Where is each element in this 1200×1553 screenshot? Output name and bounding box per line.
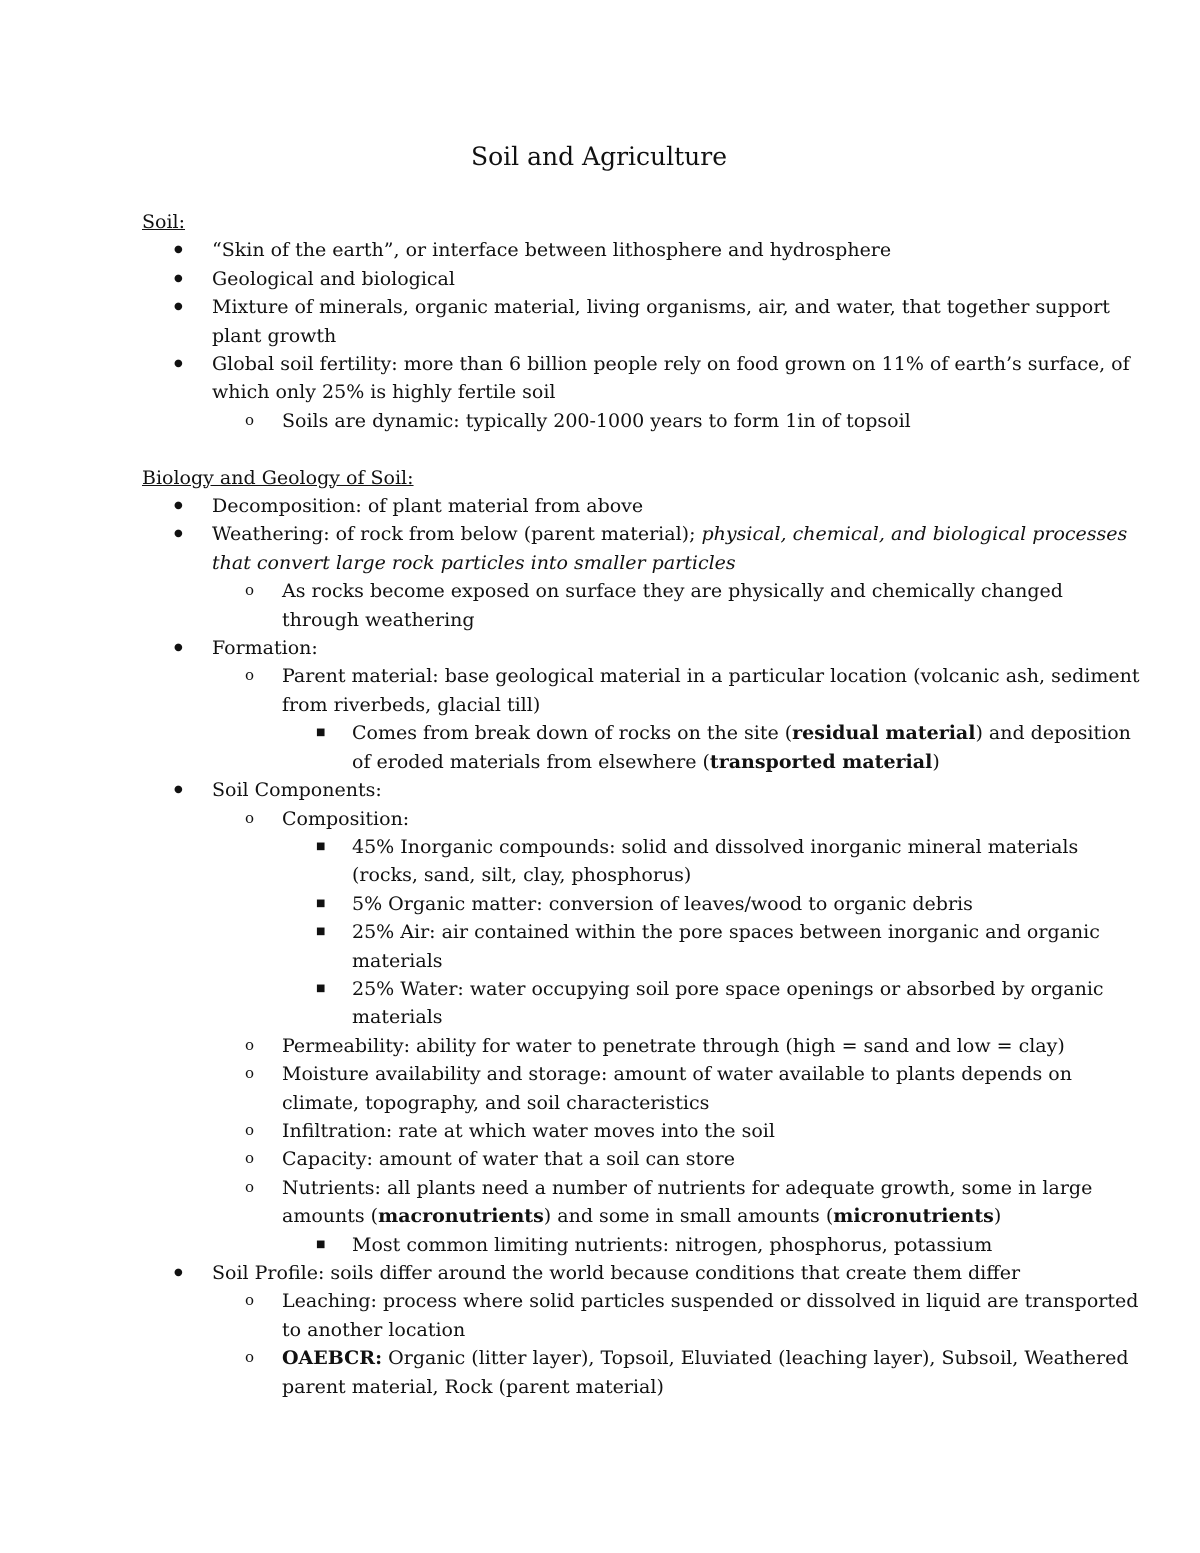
list-item: ■ 25% Water: water occupying soil pore space openings or absorbed by organic materials (282, 975, 1140, 1032)
list-item: ● “Skin of the earth”, or interface between lithosphere and hydrosphere (142, 236, 1140, 264)
list-item-text: Soil Components: (212, 779, 382, 802)
list-item: ■ Most common limiting nutrients: nitrogen, phosphorus, potassium (282, 1231, 1140, 1259)
biology-list (142, 492, 1140, 1401)
bold-term-macronutrients: macronutrients (378, 1205, 544, 1228)
list-item (142, 520, 1140, 634)
list-item: o Leaching: process where solid particles suspended or dissolved in liquid are transported to another location (212, 1287, 1140, 1344)
list-item-text: Composition: (282, 807, 410, 830)
list-item: o As rocks become exposed on surface they are physically and chemically changed through weathering (212, 577, 1140, 634)
list-item: o Soils are dynamic: typically 200-1000 years to form 1in of topsoil (212, 407, 1140, 435)
text-run: ) (993, 1205, 1002, 1228)
list-item (142, 350, 1140, 435)
list-item (142, 1259, 1140, 1401)
sub-list (212, 805, 1140, 1260)
list-item: ■ 45% Inorganic compounds: solid and dissolved inorganic mineral materials (rocks, sand, silt, clay, phosphorus) (282, 833, 1140, 890)
list-item: ● Mixture of minerals, organic material, living organisms, air, and water, that together support plant growth (142, 293, 1140, 350)
list-item (212, 1174, 1140, 1259)
text-run: ) and deposition of eroded materials from elsewhere ( (352, 722, 1131, 773)
sub-sub-list (282, 1231, 1140, 1259)
section-heading-soil: Soil: (142, 211, 186, 233)
list-item (142, 776, 1140, 1259)
list-item-text: Global soil fertility: more than 6 billion people rely on food grown on 11% of earth’s surface, of which only 25% is highly fertile soil (212, 353, 1130, 404)
sub-sub-list (282, 833, 1140, 1032)
list-item-text: Formation: (212, 637, 318, 660)
bold-term-transported: transported material (709, 750, 933, 773)
list-item (282, 719, 1140, 776)
list-item-text: Weathering: of rock from below (parent material); (212, 523, 702, 546)
bold-term-residual: residual material (792, 722, 976, 745)
section-heading-biology-geology: Biology and Geology of Soil: (142, 466, 414, 489)
list-item: o Moisture availability and storage: amount of water available to plants depends on climate, topography, and soil characteristics (212, 1060, 1140, 1117)
list-item (212, 662, 1140, 776)
soil-list (142, 236, 1140, 435)
list-item (212, 805, 1140, 1032)
sub-list (212, 1287, 1140, 1401)
text-run: Organic (litter layer), Topsoil, Eluviated (leaching layer), Subsoil, Weathered parent material, Rock (parent material) (282, 1347, 1129, 1398)
text-run: ) (932, 750, 940, 773)
list-item-text: Soil Profile: soils differ around the world because conditions that create them differ (212, 1262, 1021, 1285)
sub-list (212, 407, 1140, 435)
document-title: Soil and Agriculture (470, 142, 728, 171)
list-item: ■ 5% Organic matter: conversion of leaves/wood to organic debris (282, 890, 1140, 918)
list-item-text: Parent material: base geological material in a particular location (volcanic ash, sediment from riverbeds, glacial till) (282, 665, 1140, 716)
text-run: Comes from break down of rocks on the site ( (352, 722, 793, 745)
list-item: ● Decomposition: of plant material from above (142, 492, 1140, 520)
text-run: ) and some in small amounts ( (543, 1205, 834, 1228)
sub-sub-list (282, 719, 1140, 776)
italic-text: physical, chemical, and biological processes that convert large rock particles into smaller particles (212, 523, 1128, 574)
list-item: o Infiltration: rate at which water moves into the soil (212, 1117, 1140, 1145)
list-item: ● Geological and biological (142, 265, 1140, 293)
bold-term-micronutrients: micronutrients (833, 1205, 994, 1228)
list-item: ■ 25% Air: air contained within the pore spaces between inorganic and organic materials (282, 918, 1140, 975)
text-run: Nutrients: all plants need a number of nutrients for adequate growth, some in large amounts ( (282, 1176, 1093, 1228)
sub-list (212, 662, 1140, 776)
list-item: o Permeability: ability for water to penetrate through (high = sand and low = clay) (212, 1032, 1140, 1060)
bold-term-oaebcr: OAEBCR: (282, 1347, 383, 1370)
list-item (212, 1344, 1140, 1401)
list-item (142, 634, 1140, 776)
list-item: o Capacity: amount of water that a soil can store (212, 1145, 1140, 1173)
sub-list (212, 577, 1140, 634)
